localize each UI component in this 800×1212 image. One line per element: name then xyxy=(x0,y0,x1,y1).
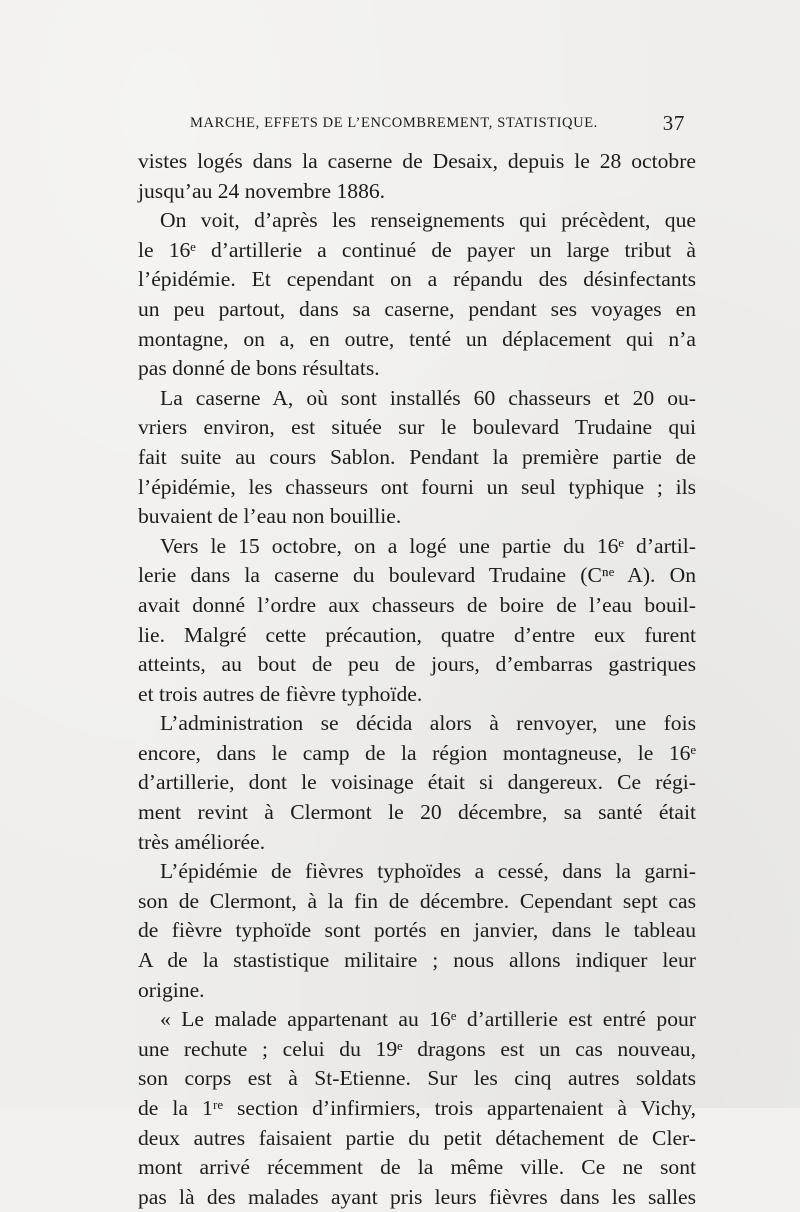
text-line: de la 1ʳᵉ section d’infirmiers, trois appartenaient à Vichy, xyxy=(138,1096,696,1120)
text-line: vriers environ, est située sur le boulevard Trudaine qui xyxy=(138,415,696,440)
text-line: Vers le 15 octobre, on a logé une partie du 16ᵉ d’artil- xyxy=(160,533,696,558)
text-line: jusqu’au 24 novembre 1886. xyxy=(138,178,386,203)
text-line: avait donné l’ordre aux chasseurs de boire de l’eau bouil- xyxy=(138,592,696,617)
text-line: d’artillerie, dont le voisinage était si dangereux. Ce régi- xyxy=(138,770,696,795)
text-line: On voit, d’après les renseignements qui précèdent, que xyxy=(160,208,696,233)
text-line: lerie dans la caserne du boulevard Trudaine (Cⁿᵉ A). On xyxy=(138,563,696,588)
text-line: une rechute ; celui du 19ᵉ dragons est un cas nouveau, xyxy=(138,1036,696,1061)
text-line: encore, dans le camp de la région montagneuse, le 16ᵉ xyxy=(138,740,696,765)
text-line: pas donné de bons résultats. xyxy=(138,356,380,381)
text-line: buvaient de l’eau non bouillie. xyxy=(138,504,402,529)
text-line: vistes logés dans la caserne de Desaix, depuis le 28 octobre xyxy=(138,149,696,173)
text-line: et trois autres de fièvre typhoïde. xyxy=(138,681,423,706)
text-line: un peu partout, dans sa caserne, pendant ses voyages en xyxy=(138,296,696,321)
running-head-title: MARCHE, EFFETS DE L’ENCOMBREMENT, STATISTIQUE. xyxy=(190,115,598,131)
text-line: son de Clermont, à la fin de décembre. Cependant sept cas xyxy=(138,888,696,913)
text-line: atteints, au bout de peu de jours, d’embarras gastriques xyxy=(138,652,696,677)
text-line: montagne, on a, en outre, tenté un déplacement qui n’a xyxy=(138,326,696,351)
text-line: l’épidémie, les chasseurs ont fourni un seul typhique ; ils xyxy=(138,474,696,499)
text-line: L’administration se décida alors à renvoyer, une fois xyxy=(160,711,696,736)
text-line: très améliorée. xyxy=(138,829,266,854)
running-head xyxy=(190,111,685,135)
text-line: pas là des malades ayant pris leurs fièvres dans les salles xyxy=(138,1184,696,1209)
page-number: 37 xyxy=(662,111,685,135)
text-line: origine. xyxy=(138,977,205,1002)
text-line: La caserne A, où sont installés 60 chasseurs et 20 ou- xyxy=(160,385,696,410)
text-line: L’épidémie de fièvres typhoïdes a cessé, dans la garni- xyxy=(160,859,696,884)
text-line: mont arrivé récemment de la même ville. Ce ne sont xyxy=(138,1155,696,1180)
text-line: de fièvre typhoïde sont portés en janvier, dans le tableau xyxy=(138,918,696,943)
text-line: son corps est à St-Etienne. Sur les cinq autres soldats xyxy=(138,1066,696,1091)
text-line: deux autres faisaient partie du petit détachement de Cler- xyxy=(138,1125,696,1150)
text-line: lie. Malgré cette précaution, quatre d’entre eux furent xyxy=(138,622,696,647)
text-line: « Le malade appartenant au 16ᵉ d’artillerie est entré pour xyxy=(160,1007,696,1032)
text-line: ment revint à Clermont le 20 décembre, sa santé était xyxy=(138,800,696,825)
text-line: A de la stastistique militaire ; nous allons indiquer leur xyxy=(138,948,696,973)
text-line: le 16ᵉ d’artillerie a continué de payer un large tribut à xyxy=(138,237,696,262)
text-line: fait suite au cours Sablon. Pendant la première partie de xyxy=(138,444,696,469)
text-line: l’épidémie. Et cependant on a répandu des désinfectants xyxy=(138,267,696,292)
body-text xyxy=(138,147,696,1212)
